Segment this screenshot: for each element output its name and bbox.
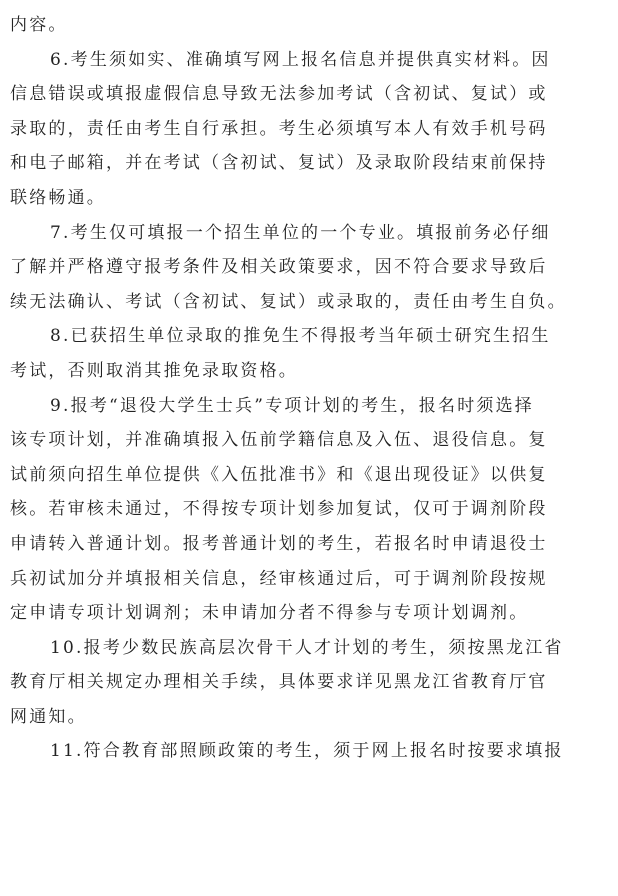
paragraph-9	[10, 389, 610, 631]
text-line: 11.符合教育部照顾政策的考生，须于网上报名时按要求填报	[50, 741, 564, 762]
text-line: 网通知。	[10, 706, 87, 727]
text-line: 9.报考“退役大学生士兵”专项计划的考生，报名时须选择	[50, 395, 535, 416]
text-line: 信息错误或填报虚假信息导致无法参加考试（含初试、复试）或	[10, 84, 548, 105]
text-line: 录取的，责任由考生自行承担。考生必须填写本人有效手机号码	[10, 118, 548, 139]
text-line: 该专项计划，并准确填报入伍前学籍信息及入伍、退役信息。复	[10, 430, 548, 451]
paragraph-5-tail	[10, 8, 610, 43]
text-line: 7.考生仅可填报一个招生单位的一个专业。填报前务必仔细	[50, 222, 551, 243]
text-line: 8.已获招生单位录取的推免生不得报考当年硕士研究生招生	[50, 326, 551, 347]
text-line: 兵初试加分并填报相关信息，经审核通过后，可于调剂阶段按规	[10, 568, 548, 589]
paragraph-10	[10, 631, 610, 735]
text-line: 了解并严格遵守报考条件及相关政策要求，因不符合要求导致后	[10, 257, 548, 278]
text-line: 考试，否则取消其推免录取资格。	[10, 360, 298, 381]
paragraph-6	[10, 43, 610, 216]
text-line: 试前须向招生单位提供《入伍批准书》和《退出现役证》以供复	[10, 464, 548, 485]
text-line: 6.考生须如实、准确填写网上报名信息并提供真实材料。因	[50, 49, 551, 70]
text-line: 联络畅通。	[10, 187, 106, 208]
paragraph-8	[10, 319, 610, 388]
text-line: 续无法确认、考试（含初试、复试）或录取的，责任由考生自负。	[10, 291, 567, 312]
paragraph-11	[10, 734, 610, 769]
text-line: 和电子邮箱，并在考试（含初试、复试）及录取阶段结束前保持	[10, 153, 548, 174]
text-line: 定申请专项计划调剂；未申请加分者不得参与专项计划调剂。	[10, 603, 529, 624]
paragraph-7	[10, 216, 610, 320]
text-line: 内容。	[10, 15, 68, 35]
text-line: 核。若审核未通过，不得按专项计划参加复试，仅可于调剂阶段	[10, 499, 548, 520]
text-line: 申请转入普通计划。报考普通计划的考生，若报名时申请退役士	[10, 533, 548, 554]
text-line: 教育厅相关规定办理相关手续，具体要求详见黑龙江省教育厅官	[10, 672, 548, 693]
text-line: 10.报考少数民族高层次骨干人才计划的考生，须按黑龙江省	[50, 637, 564, 658]
